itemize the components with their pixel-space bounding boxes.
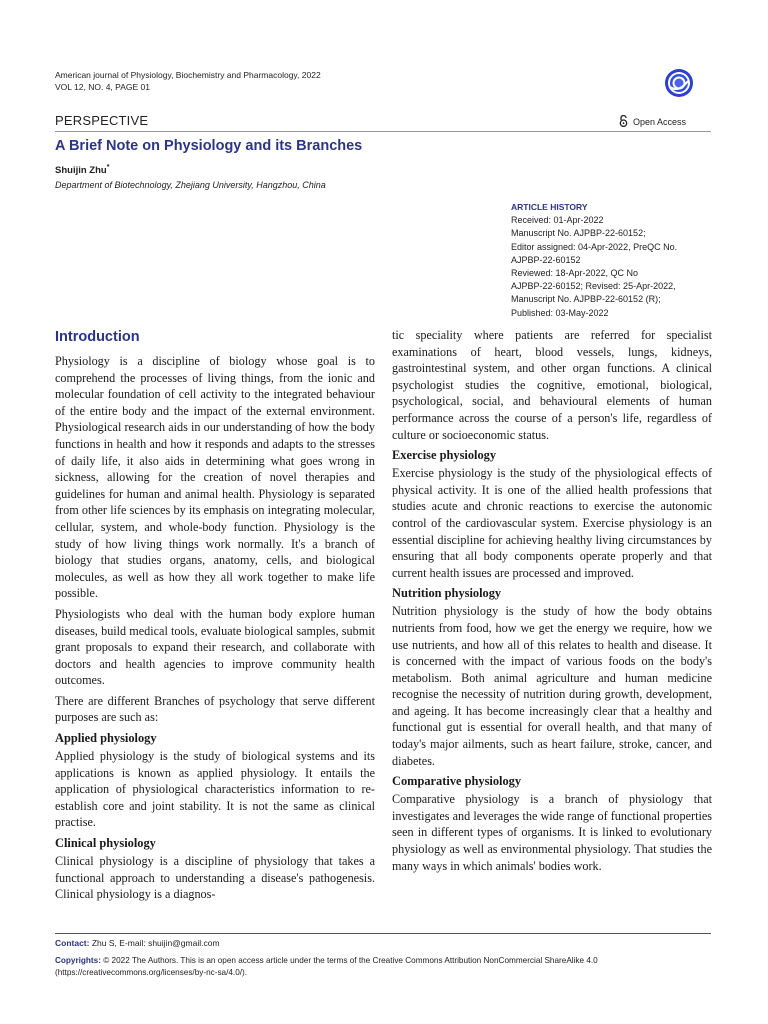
open-lock-icon — [619, 115, 628, 129]
paragraph: Comparative physiology is a branch of physiology that investigates and leverages the wide range of functional properties seen in different types of organisms. It is linked to evolutionary physiology as well as environmental physiology. That studies the many ways in which animals' bodies work. — [392, 792, 712, 873]
author-name: Shuijin Zhu — [55, 165, 107, 177]
exercise-physiology-heading: Exercise physiology — [392, 448, 497, 463]
copyright-line — [55, 955, 695, 978]
nutrition-physiology-heading: Nutrition physiology — [392, 586, 502, 601]
paragraph: tic speciality where patients are referred for specialist examinations of heart, blood vessels, lungs, kidneys, gastrointestinal system, and other organ functions. A clinical psychologist studies the cognitive, emotional, biological, psychological, social, and behavioural elements of human performance across the course of a person's life, regardless of culture or socioeconomic status. — [392, 328, 712, 442]
article-history — [511, 201, 716, 320]
author-mark: * — [106, 164, 110, 171]
article-title: A Brief Note on Physiology and its Branches — [55, 138, 363, 154]
history-line: Reviewed: 18-Apr-2022, QC No — [511, 268, 639, 279]
history-line: Manuscript No. AJPBP-22-60152 (R); — [511, 294, 661, 305]
open-access-badge[interactable] — [619, 115, 686, 129]
paragraph: Physiologists who deal with the human body explore human diseases, build medical tools, evaluate biological samples, submit grant proposals to expand their research, and collaborate with doctors and health agencies to improve community health outcomes. — [55, 606, 375, 688]
copyright-text: © 2022 The Authors. This is an open access article under the terms of the Creative Commons Attribution NonCommercial ShareAlike 4.0 (https://creativecommons.org/licenses/by-nc-sa/4.0/). — [55, 956, 598, 977]
applied-physiology-heading: Applied physiology — [55, 731, 157, 746]
clinical-physiology-heading: Clinical physiology — [55, 836, 156, 851]
author-affiliation: Department of Biotechnology, Zhejiang University, Hangzhou, China — [55, 180, 326, 190]
body-column-right — [392, 327, 712, 878]
introduction-heading: Introduction — [55, 329, 140, 345]
history-line: AJPBP-22-60152 — [511, 254, 581, 265]
footer-divider — [55, 933, 711, 934]
author-line — [55, 164, 109, 176]
paragraph: Applied physiology is the study of biological systems and its applications is known as applied physiology. It entails the application of physiological characteristics information to re-establish core and joint stability. It is not the same as clinical practise. — [55, 749, 375, 830]
history-line: Editor assigned: 04-Apr-2022, PreQC No. — [511, 241, 678, 252]
history-line: Received: 01-Apr-2022 — [511, 215, 604, 226]
section-label: PERSPECTIVE — [55, 113, 149, 128]
paragraph: Nutrition physiology is the study of how the body obtains nutrients from food, how we get the energy we require, how we use nutrients, and how all of this relates to health and disease. It is concerned with the impact of various foods on the body's metabolism. Both animal agriculture and human medicine recognise the necessity of nutrition during growth, development, and ageing. It has become increasingly clear that a healthy and functional gut is essential for overall health, and that many of today's major ailments, such as heart failure, stroke, cancer, and diabetes. — [392, 604, 712, 768]
article-history-title: ARTICLE HISTORY — [511, 202, 588, 212]
journal-logo-icon — [664, 68, 694, 98]
history-line: AJPBP-22-60152; Revised: 25-Apr-2022, — [511, 281, 676, 292]
paragraph: Clinical physiology is a discipline of physiology that takes a functional approach to understanding a disease's pathogenesis. Clinical physiology is a diagnos- — [55, 854, 375, 902]
header-divider — [55, 131, 711, 132]
history-line: Manuscript No. AJPBP-22-60152; — [511, 228, 646, 239]
copyright-label: Copyrights: — [55, 956, 101, 965]
contact-label: Contact: — [55, 938, 90, 948]
open-access-label: Open Access — [633, 117, 687, 127]
contact-line — [55, 938, 220, 948]
paragraph: Exercise physiology is the study of the physiological effects of physical activity. It is one of the allied health professions that studies acute and chronic reactions to exercise the autonomic control of the cardiovascular system. Exercise physiology is an essential discipline for achieving healthy living circumstances by ensuring that all body components operate properly and that current health issues are processed and improved. — [392, 466, 712, 580]
paragraph: Physiology is a discipline of biology whose goal is to comprehend the processes of living things, from the ionic and molecular foundation of cell activity to the integrated behaviour of the entire body and the impact of the external environment. Physiological research aids in our understanding of how the body functions in health and how it responds and adapts to the stresses of daily life, it also aids in determining what goes wrong in sickness, allowing for the creation of novel therapies and guidelines for human and animal health. Physiology is separated from other life sciences by its emphasis on integrating molecular, cellular, system, and whole-body function. Physiology is the study of how living things work normally. It's a branch of biology that studies organs, anatomy, cells, and biological molecules, as well as how they all work together to make life possible. — [55, 354, 375, 601]
contact-text[interactable]: Zhu S, E-mail: shuijin@gmail.com — [91, 938, 220, 948]
history-line: Published: 03-May-2022 — [511, 307, 609, 318]
journal-volume: VOL 12, NO. 4, PAGE 01 — [55, 82, 150, 92]
body-column-left — [55, 327, 375, 907]
journal-name: American journal of Physiology, Biochemistry and Pharmacology, 2022 — [55, 70, 321, 80]
paragraph: There are different Branches of psychology that serve different purposes are such as: — [55, 693, 375, 725]
comparative-physiology-heading: Comparative physiology — [392, 774, 522, 789]
